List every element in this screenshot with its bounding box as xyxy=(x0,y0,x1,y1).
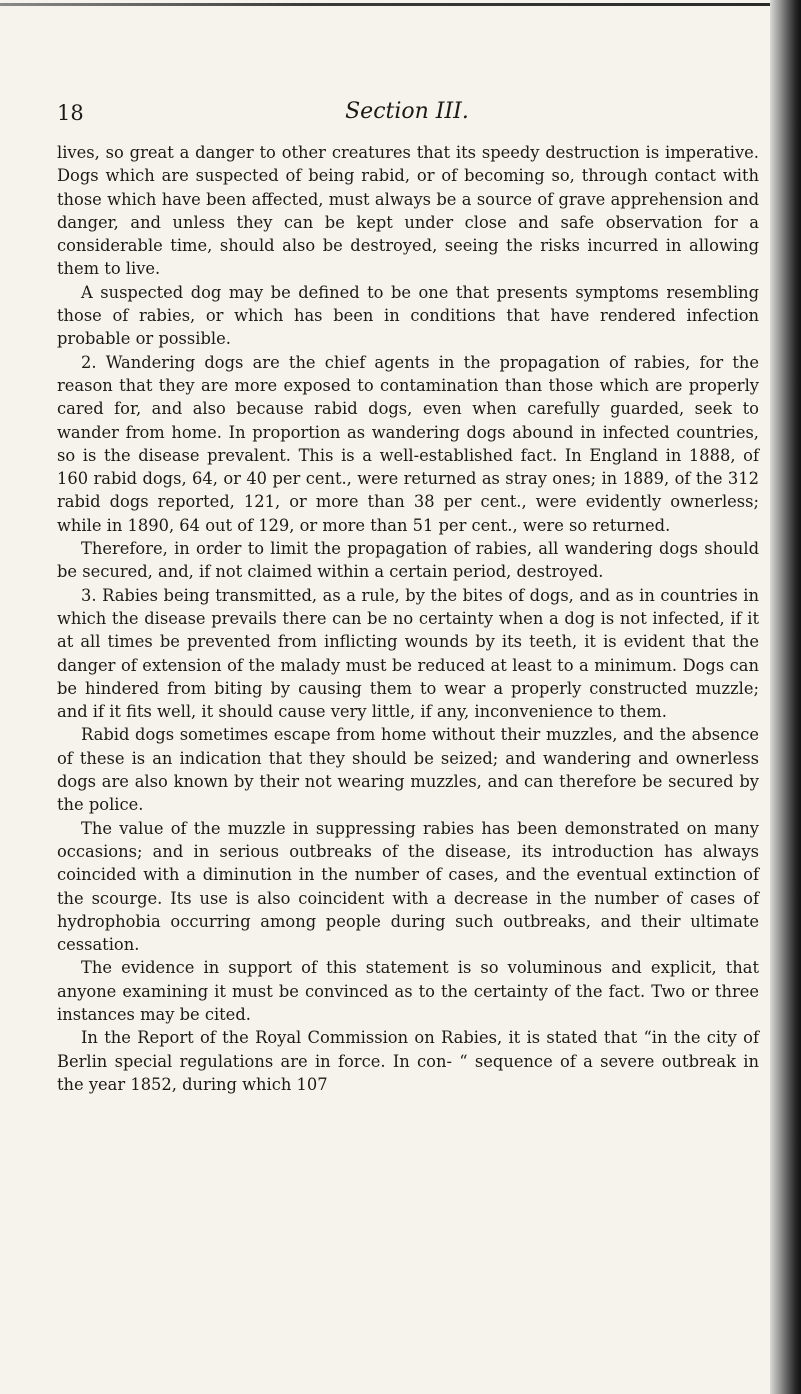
paragraph: 3. Rabies being transmitted, as a rule, by the bites of dogs, and as in countries in which the disease prevails there can be no certainty when a dog is not infected, if it at all times be prevented from inflicting wounds by its teeth, it is evident that the danger of extension of the malady must be reduced at least to a minimum. Dogs can be hindered from biting by causing them to wear a properly constructed muzzle; and if it fits well, it should cause very little, if any, inconvenience to them. xyxy=(57,585,759,722)
paragraph: The value of the muzzle in suppressing rabies has been demonstrated on many occasions; and in serious outbreaks of the disease, its introduction has always coincided with a diminution in the number of cases, and the eventual extinction of the scourge. Its use is also coincident with a decrease in the number of cases of hydrophobia occurring among people during such outbreaks, and their ultimate cessation. xyxy=(57,818,759,955)
paragraph: 2. Wandering dogs are the chief agents in the propagation of rabies, for the reason that they are more exposed to contamination than those which are properly cared for, and also because rabid dogs, even when carefully guarded, seek to wander from home. In proportion as wandering dogs abound in infected countries, so is the disease prevalent. This is a well-established fact. In England in 1888, of 160 rabid dogs, 64, or 40 per cent., were returned as stray ones; in 1889, of the 312 rabid dogs reported, 121, or more than 38 per cent., were evidently ownerless; while in 1890, 64 out of 129, or more than 51 per cent., were so returned. xyxy=(57,352,759,535)
page-header xyxy=(57,99,757,129)
page-number: 18 xyxy=(57,101,84,125)
top-rule xyxy=(0,3,778,6)
running-head: Section III. xyxy=(345,99,469,124)
binding-gutter xyxy=(770,0,801,1394)
body-text xyxy=(57,141,759,1096)
paragraph: Therefore, in order to limit the propagation of rabies, all wandering dogs should be secured, and, if not claimed within a certain period, destroyed. xyxy=(57,539,759,582)
paragraph: The evidence in support of this statement is so voluminous and explicit, that anyone examining it must be convinced as to the certainty of the fact. Two or three instances may be cited. xyxy=(57,958,759,1024)
paragraph: lives, so great a danger to other creatures that its speedy destruction is imperative. Dogs which are suspected of being rabid, or of becoming so, through contact with those which have been affected, must always be a source of grave apprehension and danger, and unless they can be kept under close and safe observation for a considerable time, should also be destroyed, seeing the risks incurred in allowing them to live. xyxy=(57,143,759,279)
paragraph: Rabid dogs sometimes escape from home without their muzzles, and the absence of these is an indication that they should be seized; and wandering and ownerless dogs are also known by their not wearing muzzles, and can therefore be secured by the police. xyxy=(57,725,759,815)
paragraph: In the Report of the Royal Commission on Rabies, it is stated that “in the city of Berlin special regulations are in force. In con- “ sequence of a severe outbreak in the year 1852, during which 107 xyxy=(57,1028,759,1094)
paragraph: A suspected dog may be defined to be one that presents symptoms resembling those of rabies, or which has been in conditions that have rendered infection probable or possible. xyxy=(57,282,759,349)
